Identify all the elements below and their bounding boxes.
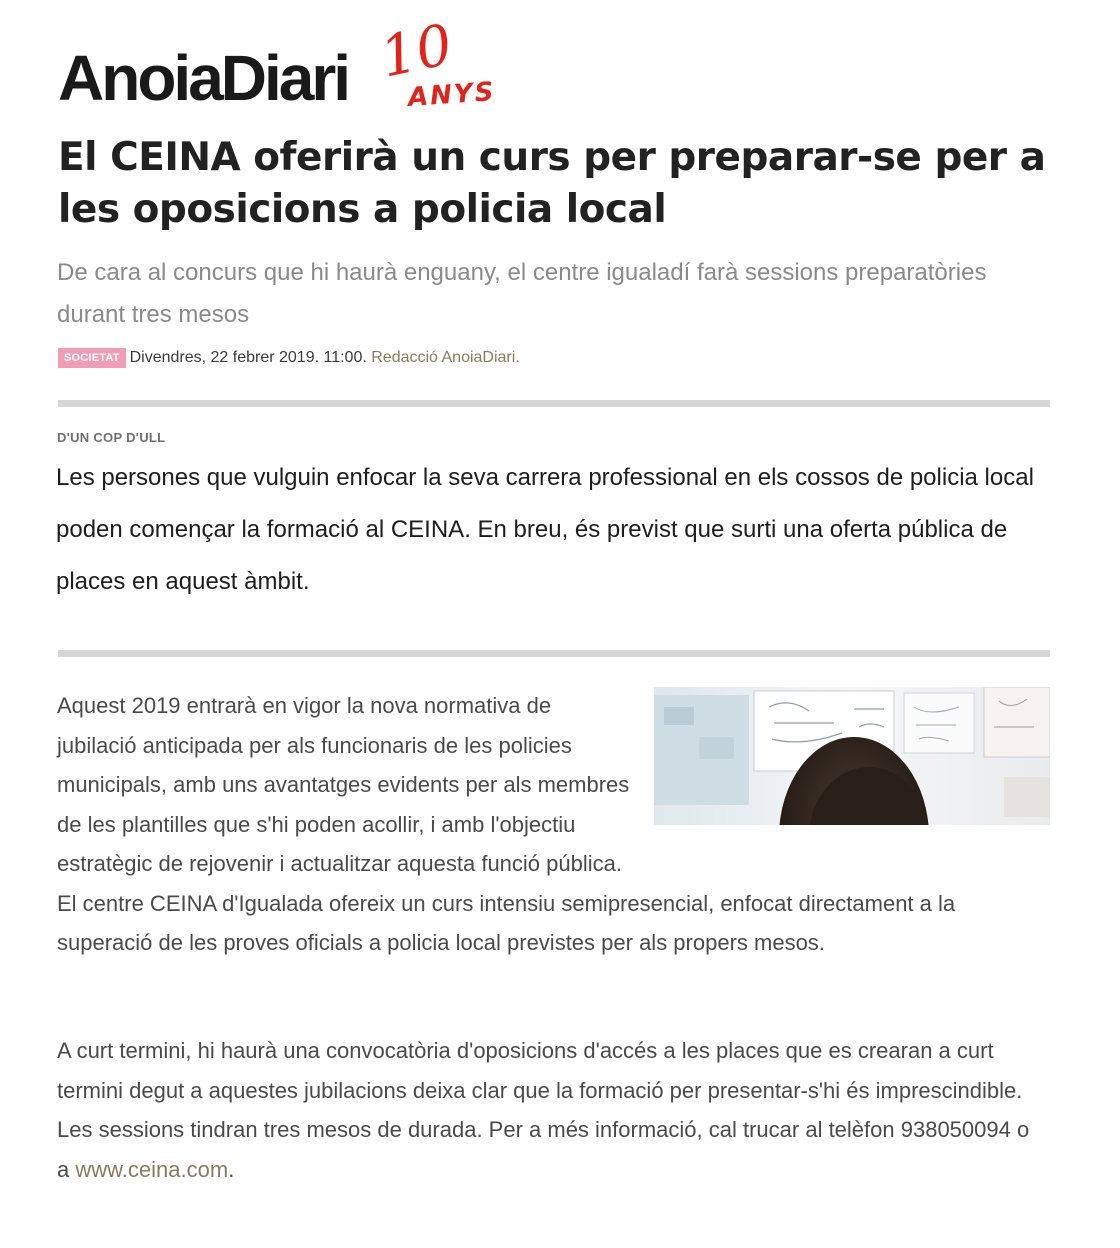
body-paragraph-1	[57, 686, 1047, 963]
article-subtitle: De cara al concurs que hi haurà enguany, el centre igualadí farà sessions preparatòries durant tres mesos	[57, 259, 987, 328]
anniversary-word: ANYS	[407, 76, 497, 114]
category-badge[interactable]: SOCIETAT	[58, 348, 126, 368]
divider-top	[58, 400, 1050, 407]
divider-bottom	[58, 650, 1050, 657]
website-link[interactable]: www.ceina.com	[75, 1156, 229, 1182]
body-paragraph-2-text: A curt termini, hi haurà una convocatòria d'oposicions d'accés a les places que es crearan a curt termini degut a aquestes jubilacions deixa clar que la formació per presentar-s'hi és imprescindible. Les sessions tindran tres mesos de durada. Per a més informació, cal trucar al telèfon 938050094 o a	[57, 1038, 1030, 1182]
site-logo[interactable]	[58, 12, 518, 128]
publish-date: Divendres, 22 febrer 2019. 11:00.	[129, 349, 367, 366]
body-paragraph-2-end: .	[228, 1156, 235, 1182]
image-float-space	[632, 686, 1047, 846]
article-title: El CEINA oferirà un curs per preparar-se per a les oposicions a policia local	[58, 135, 1046, 232]
article-meta	[58, 346, 520, 370]
body-paragraph-1-text: Aquest 2019 entrarà en vigor la nova normativa de jubilació anticipada per als funcionaris de les policies municipals, amb uns avantatges evidents per als membres de les plantilles que s'hi poden acollir, i amb l'objectiu estratègic de rejovenir i actualitzar aquesta funció pública. El centre CEINA d'Igualada ofereix un curs intensiu semipresencial, enfocat directament a la superació de les proves oficials a policia local previstes per als propers mesos.	[57, 693, 956, 955]
logo-wordmark: AnoiaDiari	[58, 42, 349, 114]
summary-text: Les persones que vulguin enfocar la seva carrera professional en els cossos de policia local poden començar la formació al CEINA. En breu, és previst que surti una oferta pública de places en aquest àmbit.	[56, 464, 1034, 595]
author-link[interactable]: Redacció AnoiaDiari.	[371, 349, 520, 366]
body-paragraph-2	[57, 1031, 1047, 1189]
summary-label: D'UN COP D'ULL	[57, 430, 166, 445]
anniversary-number: 10	[374, 12, 459, 91]
